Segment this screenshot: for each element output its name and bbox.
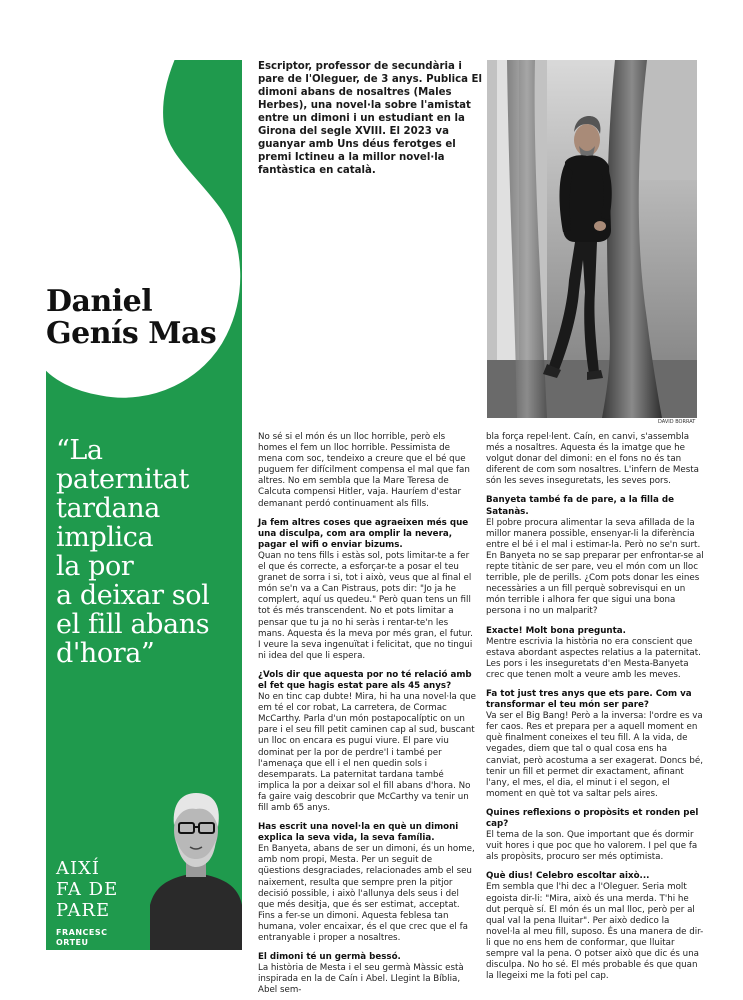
name-line-1: Daniel — [46, 284, 153, 319]
interview-question: Has escrit una novel·la en què un dimoni explica la seva vida, la seva família. — [258, 822, 459, 844]
section-title-line: PARE — [56, 900, 111, 921]
interview-question: ¿Vols dir que aquesta por no té relació amb el fet que hagis estat pare als 45 anys? — [258, 669, 472, 691]
interview-question: Exacte! Molt bona pregunta. — [486, 625, 626, 636]
interview-answer: Quan no tens fills i estàs sol, pots limitar-te a fer el que és correcte, a esforçar-te a posar el teu granet de sorra i si, tot i això, veus que al final el món se'n va a Can Pistraus, pots dir: "Jo ja he complert, aquí us quedeu." Però quan tens un fill tot és més transcendent. No et pots limitar a pensar que tu ja no hi seràs i rentar-te'n les mans. Aquesta és la meva por més gran, el futur. I veure la seva ingenuïtat i felicitat, que no tingui ni idea del que li espera. — [258, 550, 473, 661]
interview-answer: Mentre escrivia la història no era conscient que estava abordant aspectes relatius a la paternitat. Les pors i les inseguretats d'en Mesta-Banyeta crec que tenen molt a veure amb les meves. — [486, 636, 701, 680]
interview-answer: En Banyeta, abans de ser un dimoni, és un home, amb nom propi, Mesta. Per un seguit de qüestions desgraciades, relacionades amb el seu naixement, resulta que sempre pren la pitjor decisió possible, i això l'allunya dels seus i del que més desitja, que és ser estimat, acceptat. Fins a fer-se un dimoni. Aquesta feblesa tan humana, voler encaixar, és el que crec que el fa entranyable i proper a nosaltres. — [258, 844, 475, 944]
pull-quote-line: la por — [56, 551, 134, 582]
interview-question: Ja fem altres coses que agraeixen més que una disculpa, com ara omplir la nevera, pagar el wifi o enviar bizums. — [258, 517, 469, 550]
columnist-last-name: ORTEU — [56, 938, 89, 947]
article-column-1 — [258, 432, 476, 997]
section-title-line: AIXÍ — [56, 858, 101, 879]
pull-quote-line: “La — [56, 435, 103, 466]
interview-answer: No en tinc cap dubte! Mira, hi ha una novel·la que em té el cor robat, La carretera, de Cormac McCarthy. Parla d'un món postapocalíptic on un pare i el seu fill petit caminen cap al sud, buscant un lloc on encara es pugui viure. El pare viu dominat per la por de perdre'l i també per l'amenaça que ell i el nen quedin sols i desemparats. La paternitat tardana també implica la por a deixar sol el fill abans d'hora. No fa gaire vaig descobrir que McCarthy va tenir un fill amb 65 anys. — [258, 692, 477, 813]
columnist-portrait — [150, 785, 242, 950]
intro-line: dimoni abans de nosaltres (Males — [258, 87, 452, 98]
intro-line: entre un dimoni i un estudiant en la — [258, 113, 465, 124]
quote-mark-icon — [46, 60, 242, 420]
pull-quote — [56, 436, 242, 668]
interview-answer: El tema de la son. Que important que és dormir vuit hores i que poc que ho valorem. I pel que fa als propòsits, procuro ser més optimista. — [486, 830, 698, 863]
interview-answer: Va ser el Big Bang! Però a la inversa: l'ordre es va fer caos. Res et prepara per a aquell moment en què finalment coneixes el teu fill. A la vida, de vegades, diem que tal o qual cosa ens ha canviat, però acostuma a ser exagerat. Doncs bé, tenir un fill et permet dir exactament, afinant l'any, el mes, el dia, el minut i el segon, el moment en què tot va saltar pels aires. — [486, 711, 703, 799]
intro-text — [258, 60, 482, 177]
interview-answer: bla força repel·lent. Caín, en canvi, s'assembla més a nosaltres. Aquesta és la imatge que he volgut donar del dimoni: en el fons no és tan diferent de com som nosaltres. L'infern de Mesta són les seves inseguretats, les seves pors. — [486, 432, 699, 487]
pull-quote-line: a deixar sol — [56, 580, 210, 611]
interview-question: Fa tot just tres anys que ets pare. Com va transformar el teu món ser pare? — [486, 688, 692, 711]
photo-credit: DAVID BORRAT — [658, 419, 696, 425]
section-title-line: FA DE — [56, 879, 119, 900]
interviewee-photo — [487, 60, 697, 418]
interview-question: El dimoni té un germà bessó. — [258, 952, 401, 963]
interview-answer: La història de Mesta i el seu germà Màssic està inspirada en la de Caín i Abel. Llegint la Bíblia, Abel sem- — [258, 963, 464, 996]
intro-line: fantàstica en català. — [258, 165, 376, 176]
interview-question: Banyeta també fa de pare, a la filla de Satanàs. — [486, 495, 674, 517]
interview-answer: Em sembla que l'hi dec a l'Oleguer. Seria molt egoista dir-li: "Mira, això és una merda. T'hi he dut perquè sí. El món és un mal lloc, però per al qual val la pena lluitar". Per això dedico la novel·la al meu fill, suposo. És una manera de dir-li que no ens hem de conformar, que lluitar sempre val la pena. O potser això que dic és una disculpa. No ho sé. El més probable és que quan la llegeixi me la foti pel cap. — [486, 882, 704, 982]
interview-answer: El pobre procura alimentar la seva afillada de la millor manera possible, ensenyar-li la diferència entre el bé i el mal i estimar-la. Però no se'n surt. En Banyeta no se sap preparar per enfrontar-se al repte titànic de ser pare, veu el món com un lloc terrible, ple de perills. ¿Com pots donar les eines necessàries a un fill perquè sobrevisqui en un món terrible i alhora fer que sigui una bona persona i no un malparit? — [486, 517, 704, 617]
pull-quote-line: el fill abans — [56, 609, 210, 640]
interviewee-name — [46, 286, 216, 350]
intro-line: Escriptor, professor de secundària i — [258, 61, 462, 72]
section-title — [56, 858, 118, 921]
photo-image — [487, 60, 697, 418]
pull-quote-line: d'hora” — [56, 638, 155, 669]
intro-line: guanyar amb Uns déus ferotges el — [258, 139, 456, 150]
pull-quote-line: paternitat — [56, 464, 189, 495]
intro-line: Herbes), una novel·la sobre l'amistat — [258, 100, 471, 111]
pull-quote-line: tardana — [56, 493, 160, 524]
intro-line: Girona del segle XVIII. El 2023 va — [258, 126, 449, 137]
interview-question: Quines reflexions o propòsits et ronden pel cap? — [486, 807, 699, 829]
intro-line: pare de l'Oleguer, de 3 anys. Publica El — [258, 74, 483, 85]
columnist-first-name: FRANCESC — [56, 928, 108, 937]
interview-answer: No sé si el món és un lloc horrible, però els homes el fem un lloc horrible. Pessimista de mena com soc, tendeixo a creure que el bé que puguem fer difícilment compensa el mal que fan altres. No em sembla que la Mare Teresa de Calcuta compensi Hitler, vaja. Hauríem d'estar demanant perdó continuament als fills. — [258, 432, 470, 509]
intro-line: premi Ictineu a la millor novel·la — [258, 152, 445, 163]
name-line-2: Genís Mas — [46, 316, 217, 351]
interview-question: Què dius! Celebro escoltar això... — [486, 871, 650, 882]
article-column-2 — [486, 432, 704, 982]
columnist-name — [56, 928, 107, 948]
pull-quote-line: implica — [56, 522, 154, 553]
